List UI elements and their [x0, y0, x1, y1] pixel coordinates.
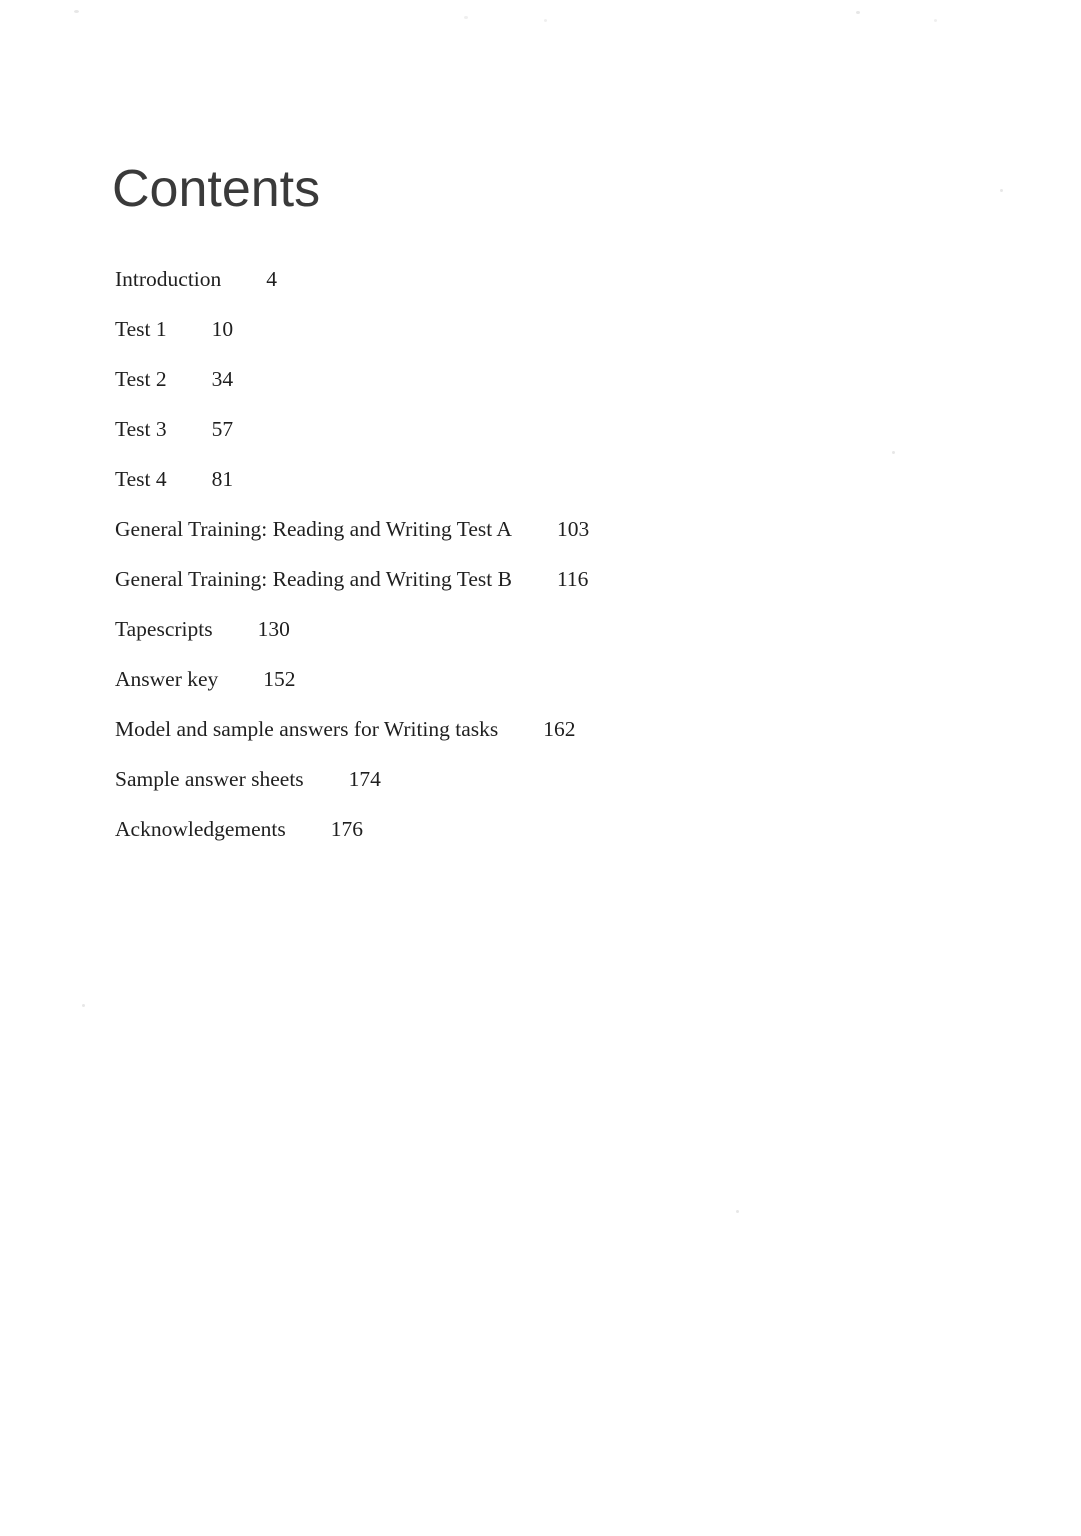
toc-entry-label: General Training: Reading and Writing Test A	[115, 517, 512, 541]
scan-speck	[892, 451, 895, 454]
toc-entry	[115, 666, 589, 716]
scan-speck	[1000, 189, 1003, 192]
toc-entry	[115, 416, 589, 466]
toc-entry	[115, 316, 589, 366]
toc-entry-label: Test 3	[115, 417, 167, 441]
toc-entry-page-number: 4	[266, 267, 278, 291]
toc-list	[115, 266, 589, 866]
toc-entry-page-number: 57	[211, 417, 234, 441]
toc-entry-label: Acknowledgements	[115, 817, 286, 841]
toc-entry	[115, 816, 589, 866]
toc-entry	[115, 366, 589, 416]
toc-entry-page-number: 34	[211, 367, 234, 391]
toc-entry-page-number: 174	[348, 767, 381, 791]
toc-entry-page-number: 81	[211, 467, 234, 491]
toc-entry-label: Answer key	[115, 667, 219, 691]
toc-entry-label: Tapescripts	[115, 617, 213, 641]
toc-entry	[115, 266, 589, 316]
toc-entry-page-number: 130	[257, 617, 290, 641]
scan-speck	[74, 10, 79, 13]
toc-entry	[115, 716, 589, 766]
scan-speck	[934, 19, 937, 22]
toc-entry-page-number: 152	[263, 667, 296, 691]
scan-speck	[544, 19, 547, 22]
toc-entry	[115, 466, 589, 516]
toc-entry-label: Test 4	[115, 467, 167, 491]
toc-entry-page-number: 176	[330, 817, 364, 841]
toc-entry	[115, 566, 589, 616]
toc-entry-label: General Training: Reading and Writing Test B	[115, 567, 512, 591]
toc-entry-label: Model and sample answers for Writing tasks	[115, 717, 499, 741]
scan-speck	[856, 11, 860, 14]
scan-speck	[736, 1210, 739, 1213]
toc-entry-label: Test 2	[115, 367, 167, 391]
toc-entry-page-number: 116	[556, 567, 589, 591]
toc-entry-label: Sample answer sheets	[115, 767, 304, 791]
toc-entry	[115, 616, 589, 666]
toc-entry-label: Test 1	[115, 317, 167, 341]
toc-entry	[115, 766, 589, 816]
page-title: Contents	[112, 160, 321, 218]
scan-speck	[82, 1004, 85, 1007]
toc-entry	[115, 516, 589, 566]
toc-entry-label: Introduction	[115, 267, 222, 291]
scan-speck	[464, 16, 468, 19]
toc-entry-page-number: 10	[211, 317, 234, 341]
toc-entry-page-number: 103	[556, 517, 590, 541]
toc-entry-page-number: 162	[543, 717, 576, 741]
